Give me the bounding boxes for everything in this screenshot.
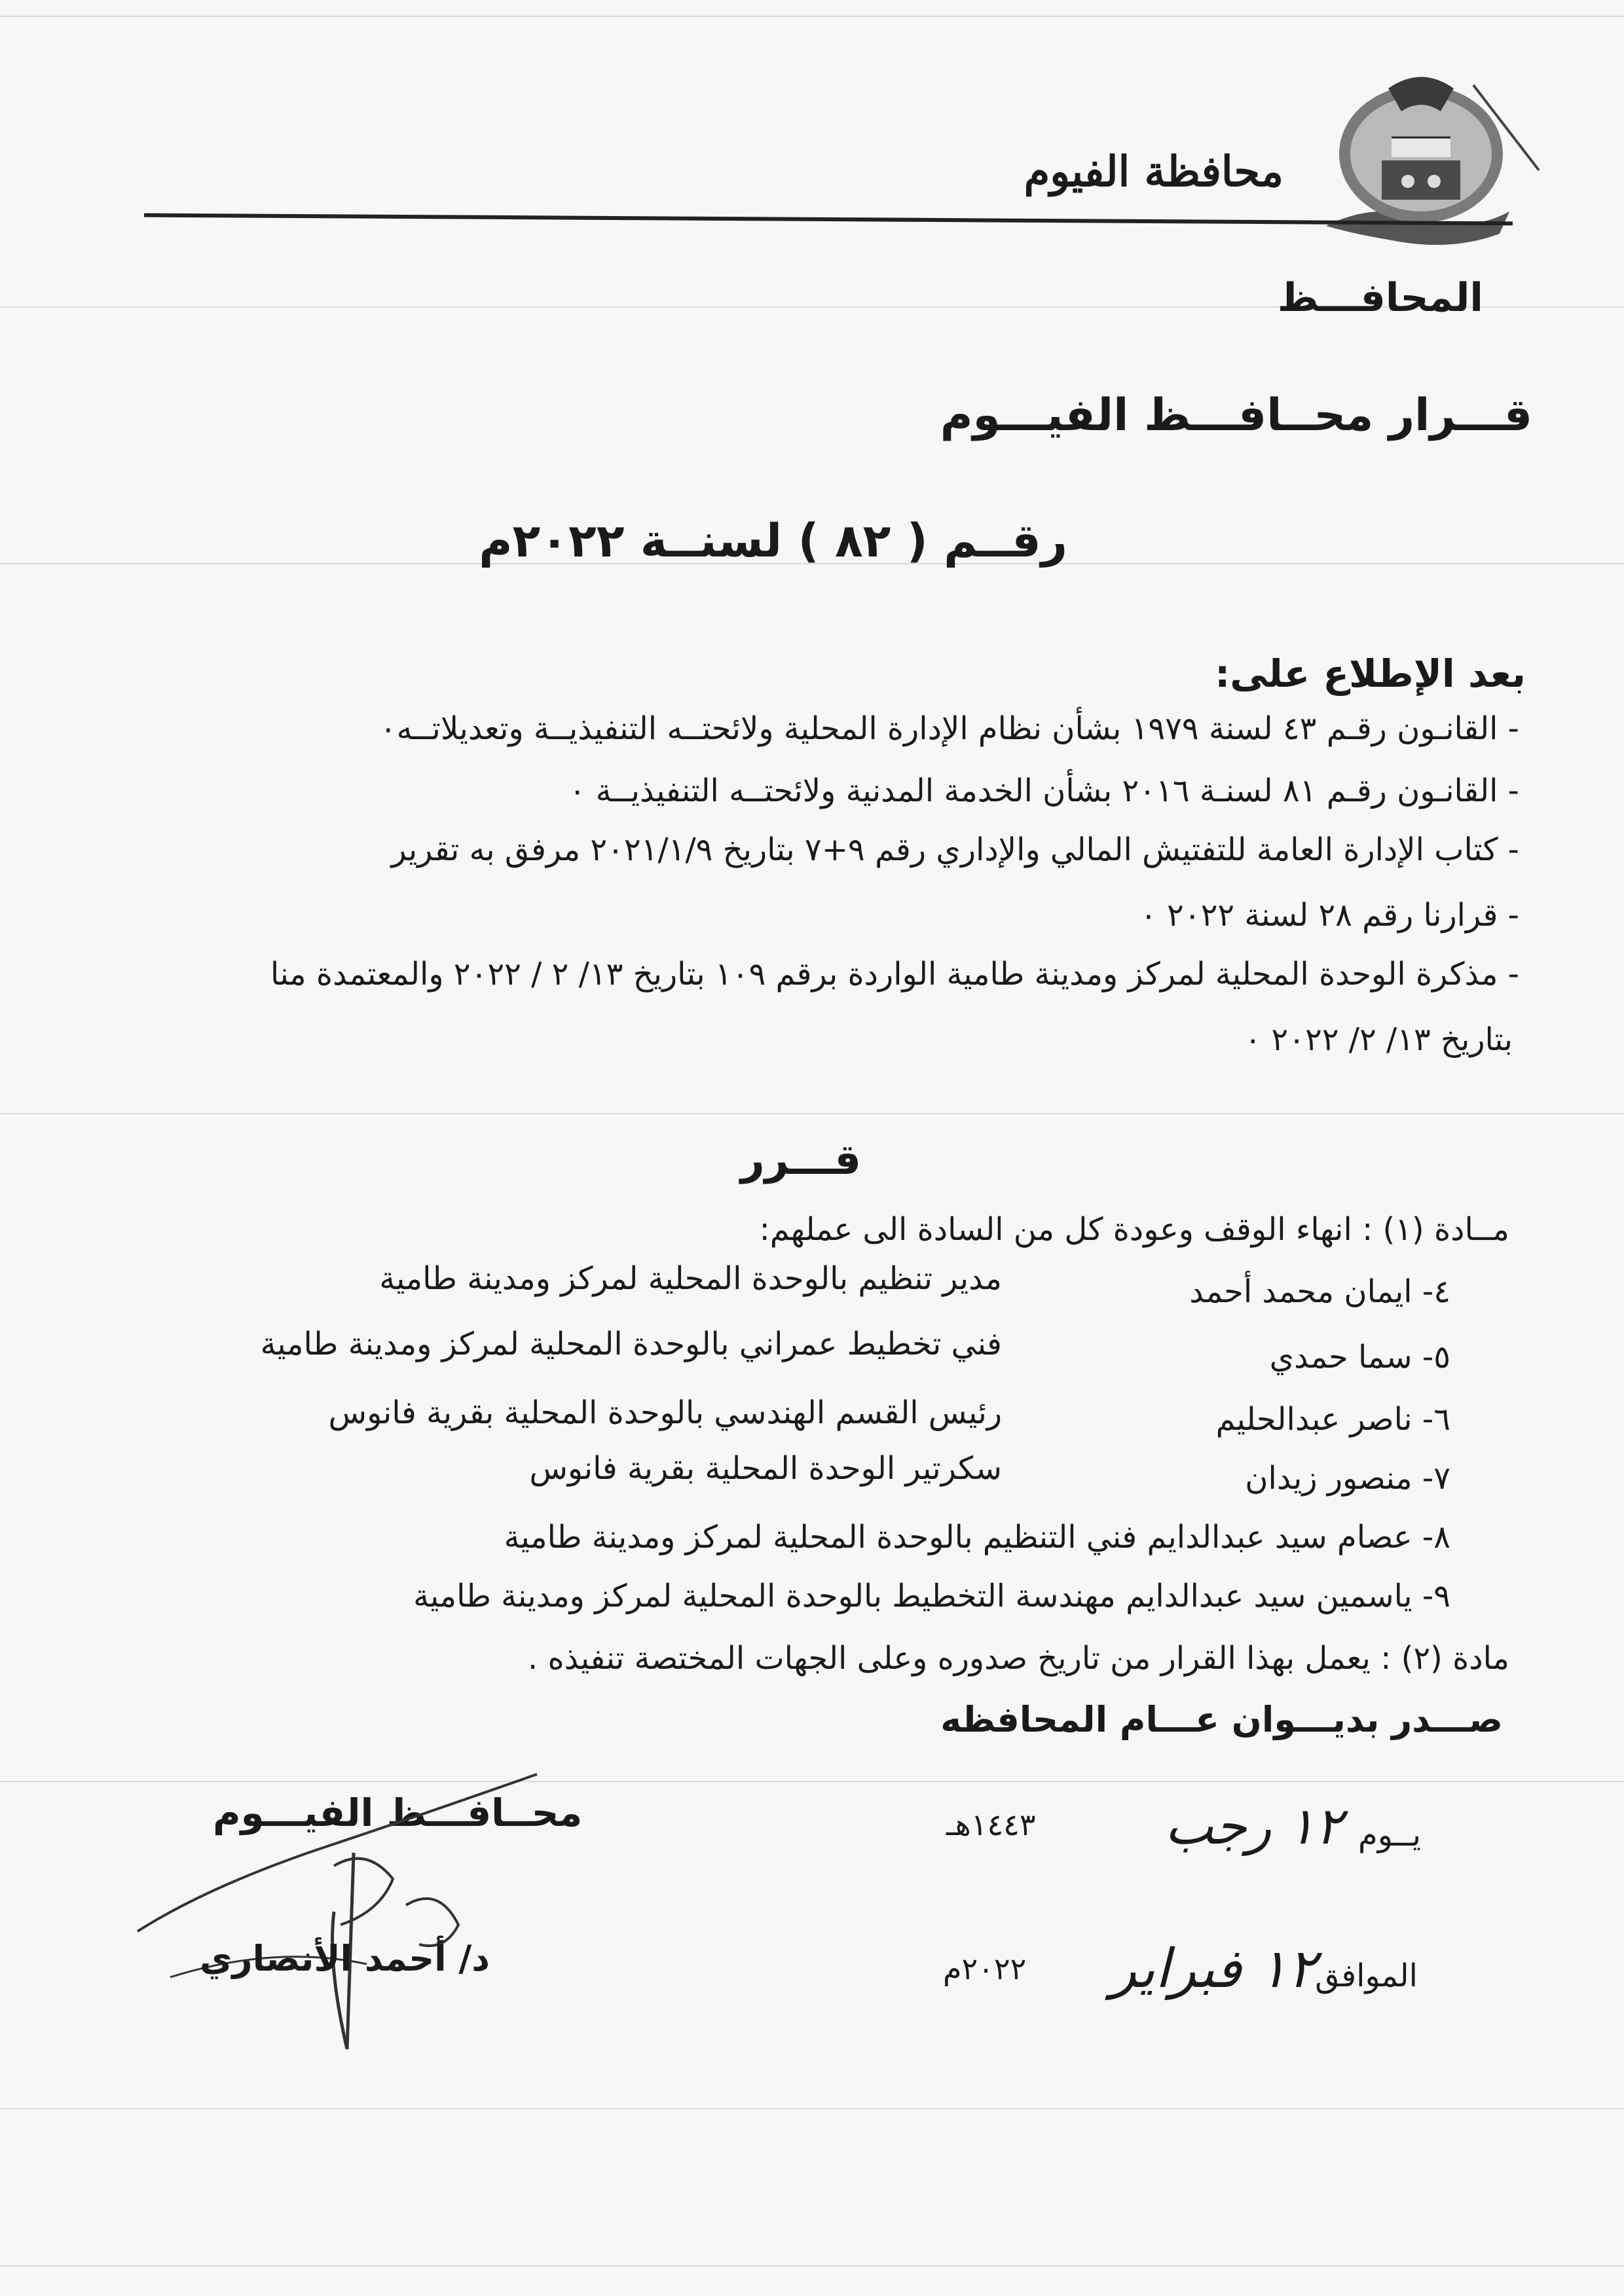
paper-rule [0,16,1624,17]
person-name: ٤- ايمان محمد أحمد [1189,1273,1450,1310]
hijri-date-handwritten: ١٢ رجب [1164,1797,1342,1856]
article-2: مادة (٢) : يعمل بهذا القرار من تاريخ صدوره وعلى الجهات المختصة تنفيذه . [527,1640,1509,1677]
decision-number: رقــم ( ٨٢ ) لسنــة ٢٠٢٢م [479,514,1067,568]
person-role: مدير تنظيم بالوحدة المحلية لمركز ومدينة طامية [379,1260,1002,1297]
paper-rule [0,2108,1624,2109]
paper-rule [0,1113,1624,1114]
reference-item: - القانـون رقـم ٨١ لسنـة ٢٠١٦ بشأن الخدمة المدنية ولائحتــه التنفيذيــة ٠ [568,773,1519,809]
person-role: سكرتير الوحدة المحلية بقرية فانوس [529,1450,1002,1487]
signatory-title: محــافـــظ الفيـــوم [213,1791,583,1835]
agreed-label: الموافق [1315,1958,1418,1994]
person-role: فني تخطيط عمراني بالوحدة المحلية لمركز ومدينة طامية [260,1326,1002,1362]
person-name: ٧- منصور زيدان [1245,1460,1450,1497]
person-entry: ٨- عصام سيد عبدالدايم فني التنظيم بالوحدة المحلية لمركز ومدينة طامية [504,1519,1450,1556]
paper-rule [0,2265,1624,2267]
office-title: المحافـــظ [1277,275,1483,321]
decision-title: قـــرار محــافـــظ الفيـــوم [940,390,1532,441]
gregorian-year: ٢٠٢٢م [943,1951,1027,1986]
signatory-name: د/ أحمد الأنصاري [200,1938,490,1979]
person-name: ٦- ناصر عبدالحليم [1215,1401,1450,1438]
header-divider [144,213,1513,226]
person-role: رئيس القسم الهندسي بالوحدة المحلية بقرية فانوس [328,1394,1002,1431]
issued-at: صـــدر بديـــوان عـــام المحافظه [940,1699,1503,1740]
handwritten-signature-icon [131,1768,550,2069]
hijri-year: ١٤٤٣هـ [946,1807,1036,1842]
reference-item: - كتاب الإدارة العامة للتفتيش المالي والإداري رقم ٩+٧ بتاريخ ٢٠٢١/١/٩ مرفق به تقرير [391,831,1519,868]
gregorian-date-handwritten: ١٢ فبراير [1110,1938,1316,2000]
person-name: ٥- سما حمدي [1269,1339,1450,1376]
decides-heading: قـــرر [740,1136,861,1184]
references-heading: بعد الإطلاع على: [1215,651,1526,696]
day-label: يــوم [1358,1817,1421,1853]
person-entry: ٩- ياسمين سيد عبدالدايم مهندسة التخطيط بالوحدة المحلية لمركز ومدينة طامية [413,1578,1450,1614]
governorate-name: محافظة الفيوم [1024,147,1283,196]
reference-item: - القانـون رقـم ٤٣ لسنة ١٩٧٩ بشأن نظام الإدارة المحلية ولائحتــه التنفيذيــة وتعديلاتــه٠ [379,710,1519,747]
reference-item: - قرارنا رقم ٢٨ لسنة ٢٠٢٢ ٠ [1139,897,1519,934]
article-1: مــادة (١) : انهاء الوقف وعودة كل من السادة الى عملهم: [759,1211,1509,1248]
reference-item-continuation: بتاريخ ١٣/ ٢/ ٢٠٢٢ ٠ [1244,1021,1513,1058]
reference-item: - مذكرة الوحدة المحلية لمركز ومدينة طامية الواردة برقم ١٠٩ بتاريخ ١٣/ ٢ / ٢٠٢٢ والمعتمدة منا [270,956,1519,993]
